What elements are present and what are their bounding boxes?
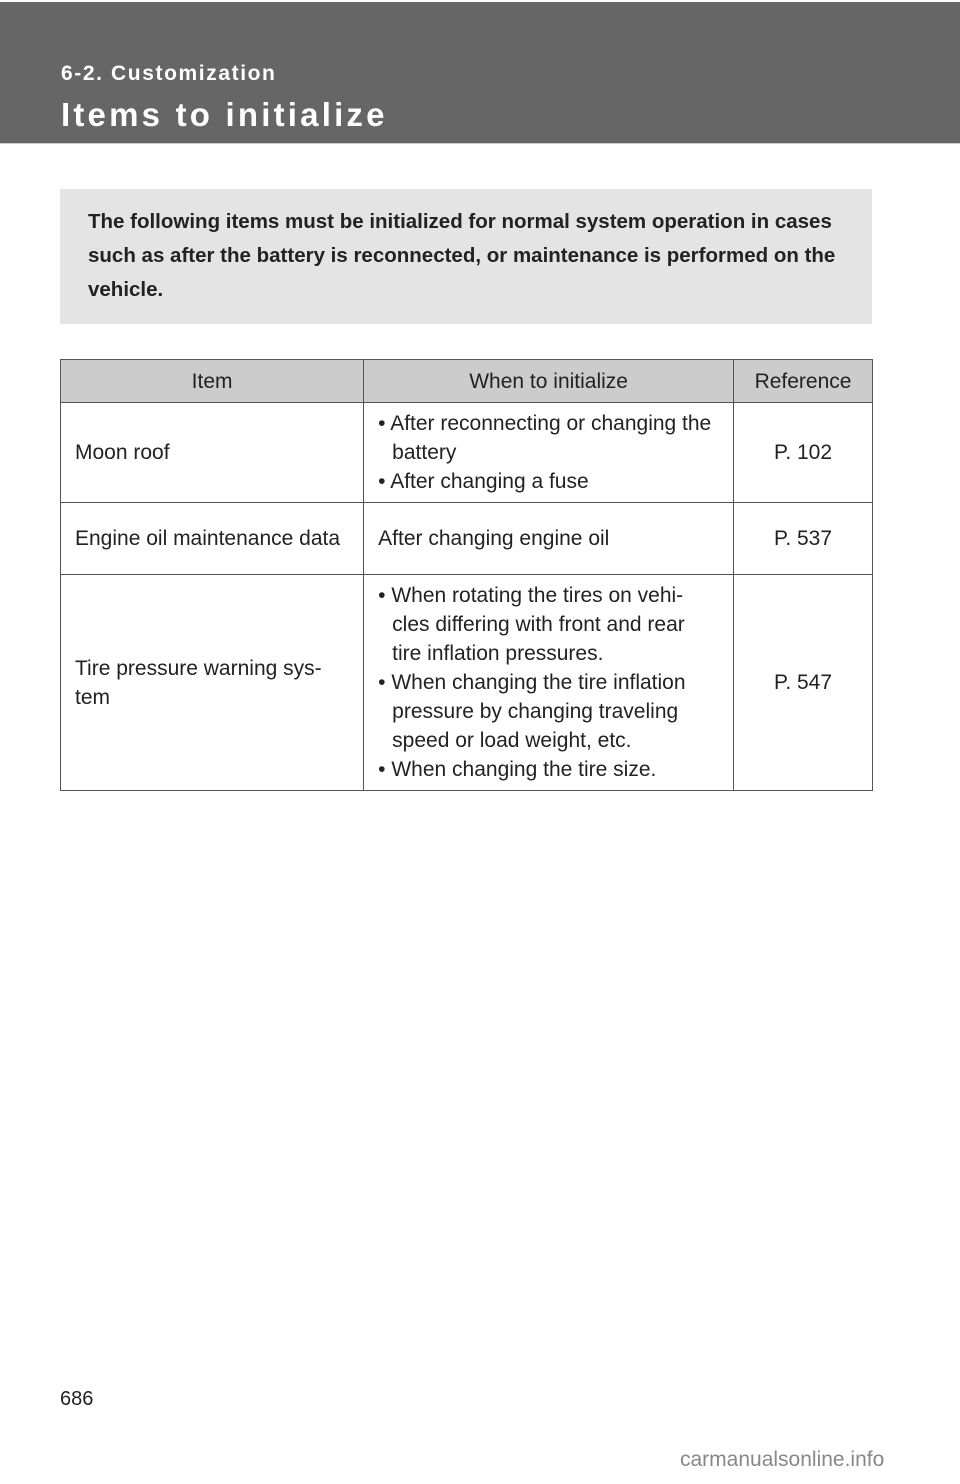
when-cell (364, 503, 734, 575)
reference-cell: P. 537 (734, 503, 873, 575)
intro-box: The following items must be initialized for normal system operation in cases such as after the battery is reconnected, or maintenance is performed on the vehicle. (60, 189, 872, 324)
initialize-table (60, 359, 873, 791)
column-header-item: Item (61, 360, 364, 403)
section-label: 6-2. Customization (61, 62, 277, 85)
when-line: • When changing the tire size. (378, 758, 657, 781)
when-cell (364, 403, 734, 503)
when-line: • After reconnecting or changing the battery (378, 412, 712, 464)
column-header-reference: Reference (734, 360, 873, 403)
column-header-when: When to initialize (364, 360, 734, 403)
table-row (61, 575, 873, 791)
item-cell: Engine oil maintenance data (61, 503, 364, 575)
item-cell: Tire pressure warning sys- tem (61, 575, 364, 791)
reference-cell: P. 102 (734, 403, 873, 503)
item-cell: Moon roof (61, 403, 364, 503)
when-line: • After changing a fuse (378, 470, 589, 493)
chapter-header (0, 2, 960, 144)
table-row (61, 503, 873, 575)
page-title: Items to initialize (61, 96, 388, 133)
when-line: • When rotating the tires on vehi- cles differing with front and rear tire inflation pressures. (378, 584, 685, 665)
table-row (61, 403, 873, 503)
when-line: • When changing the tire inflation pressure by changing traveling speed or load weight, etc. (378, 671, 686, 752)
watermark: carmanualsonline.info (680, 1448, 885, 1471)
when-cell (364, 575, 734, 791)
when-line: After changing engine oil (378, 527, 610, 550)
reference-cell: P. 547 (734, 575, 873, 791)
table-header-row (61, 360, 873, 403)
page-number: 686 (60, 1388, 94, 1410)
